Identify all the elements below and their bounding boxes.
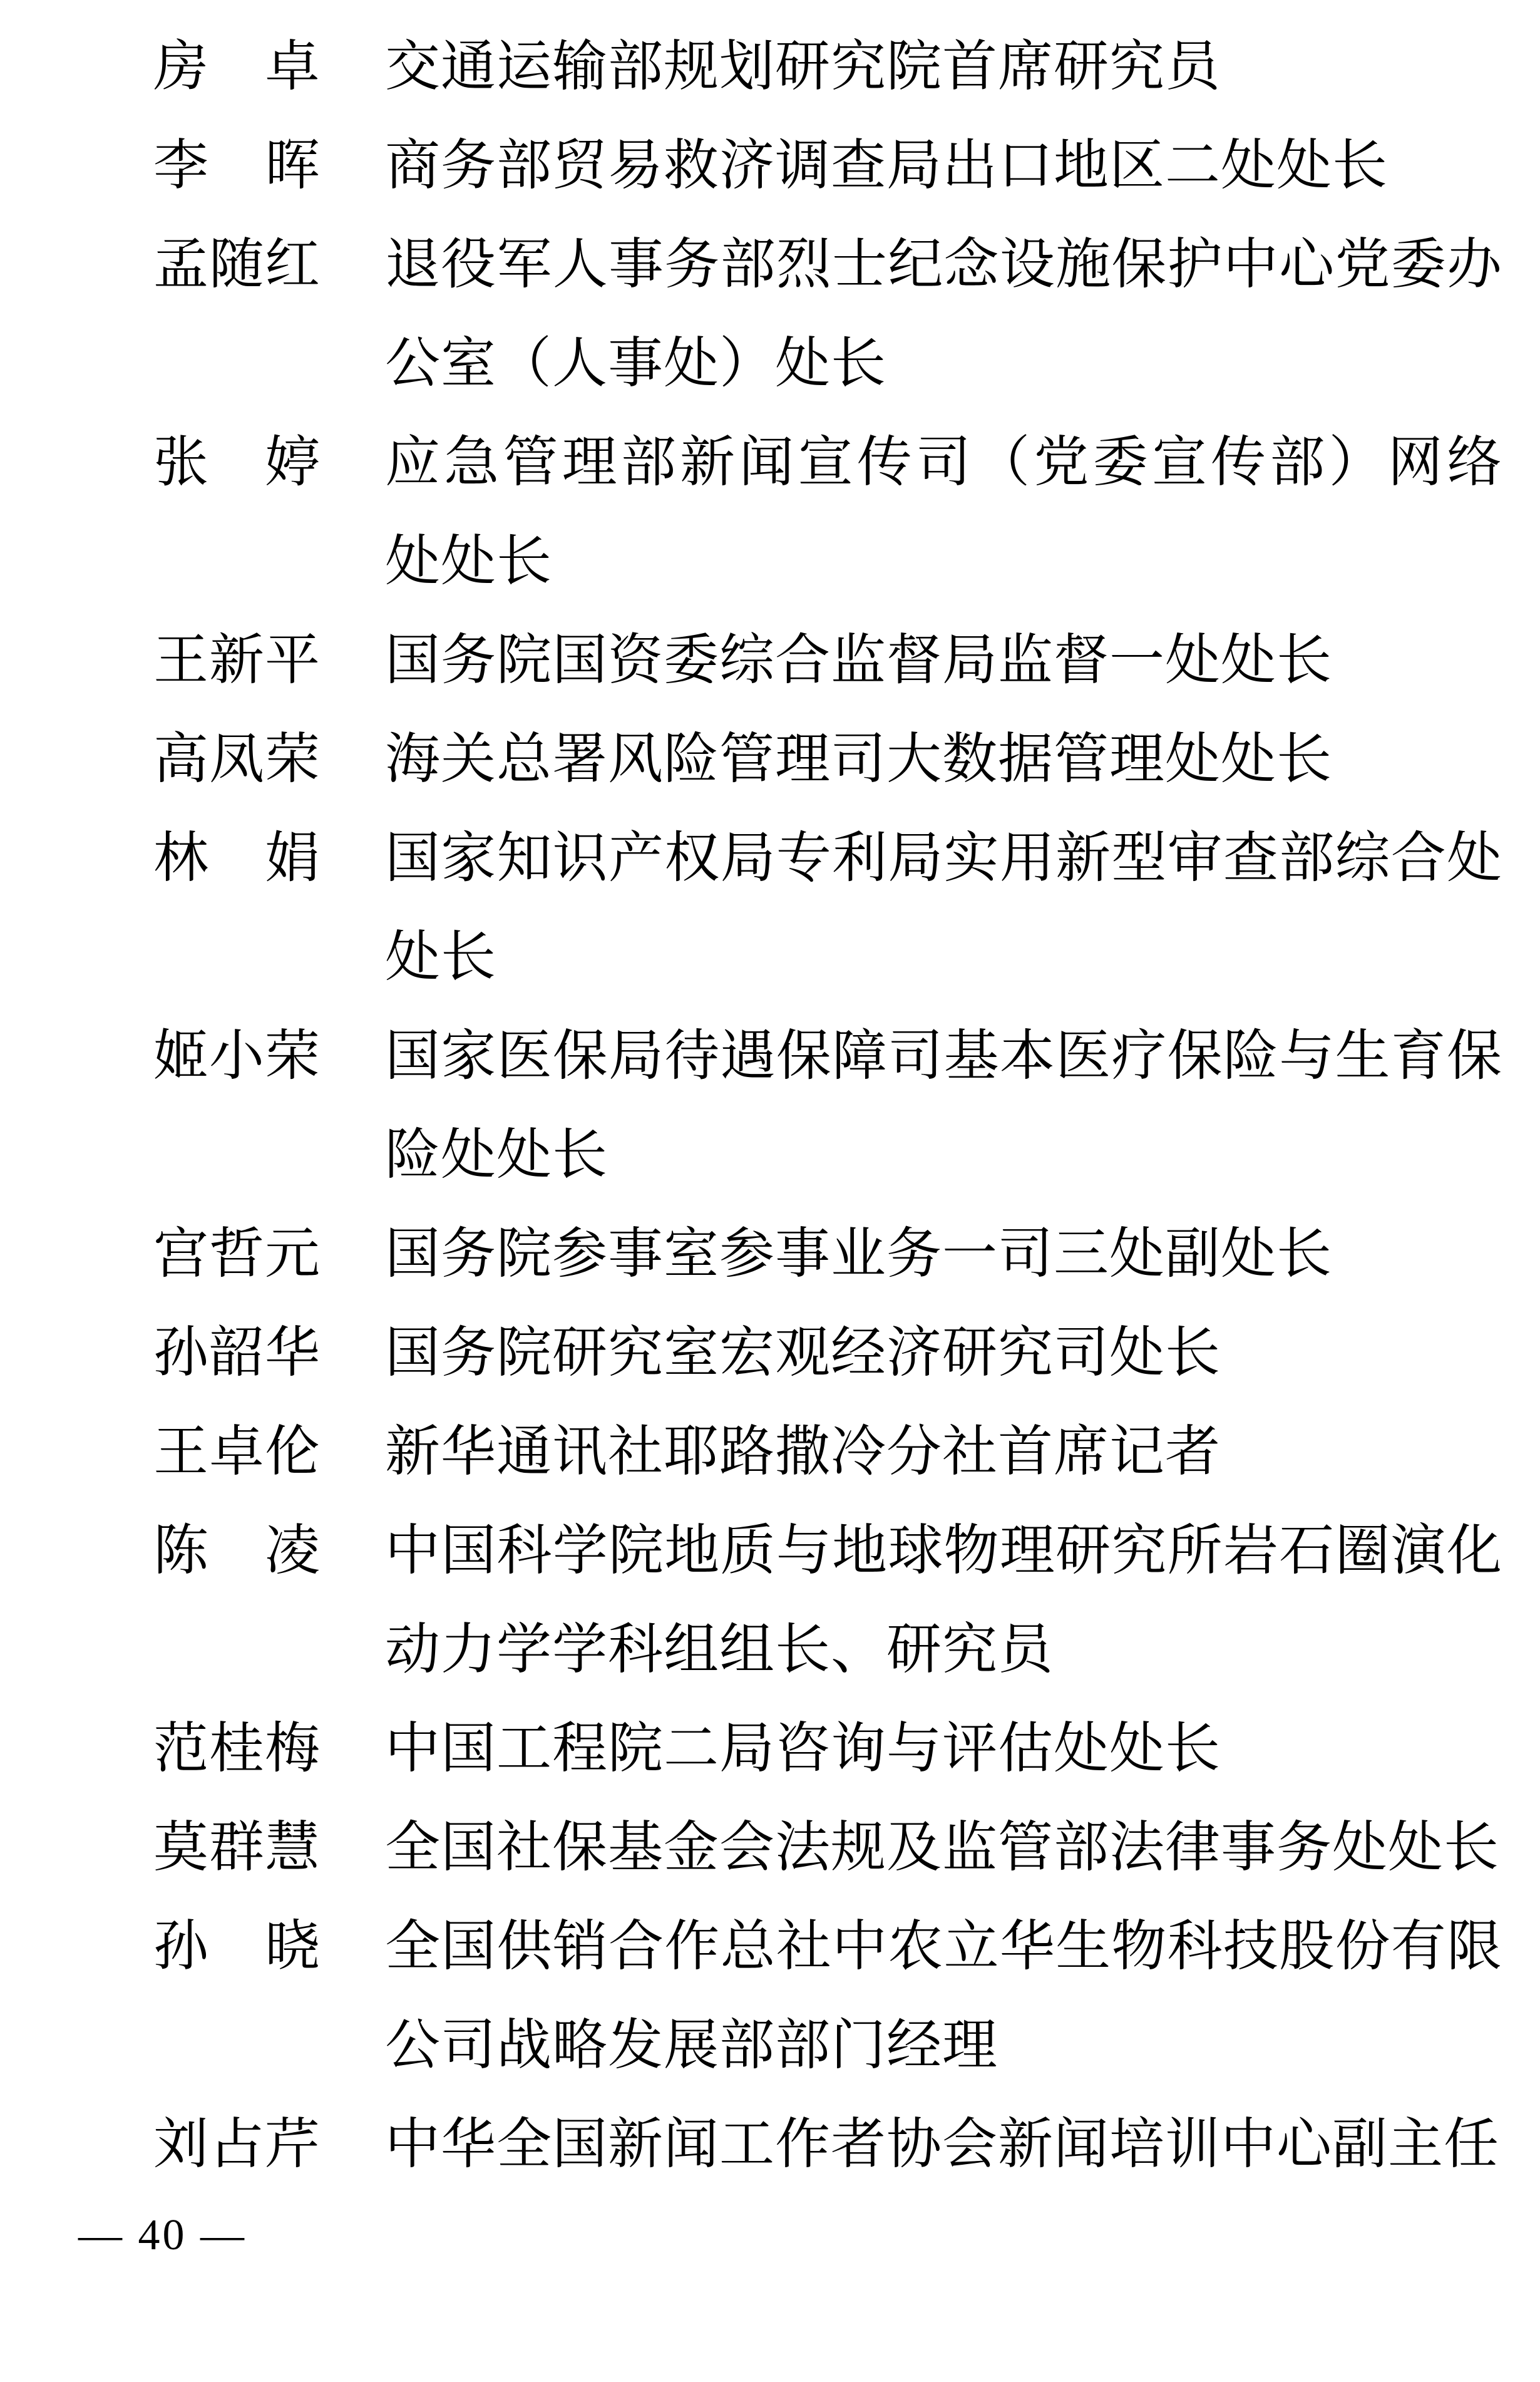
list-item: [153, 1304, 1540, 1403]
position-line: 交通运输部规划研究院首席研究员: [385, 37, 1221, 98]
page-footer: [0, 2195, 1540, 2276]
person-position: [385, 1205, 1502, 1304]
person-position: [385, 1700, 1502, 1799]
person-name: 莫群慧: [153, 1818, 321, 1879]
person-name: 刘占芹: [153, 2115, 321, 2175]
list-item: [153, 612, 1540, 711]
person-name: 姬小荣: [153, 1026, 321, 1087]
position-line: 动力学学科组组长、研究员: [385, 1620, 1054, 1681]
position-line: 中国工程院二局咨询与评估处处长: [385, 1719, 1221, 1780]
person-name: 高凤荣: [153, 730, 321, 790]
list-item: [153, 18, 1540, 117]
position-line: 全国供销合作总社中农立华生物科技股份有限: [385, 1917, 1502, 1977]
list-item: [153, 1799, 1540, 1898]
position-line: 国家知识产权局专利局实用新型审查部综合处: [385, 828, 1502, 889]
person-name: 范桂梅: [153, 1719, 321, 1780]
list-item: [153, 1502, 1540, 1700]
person-name: 李 晖: [153, 136, 321, 197]
person-position: [385, 18, 1502, 117]
position-line: 国务院国资委综合监督局监督一处处长: [385, 631, 1333, 691]
person-position: [385, 1304, 1502, 1403]
person-position: [385, 414, 1502, 612]
position-line: 新华通讯社耶路撒冷分社首席记者: [385, 1422, 1221, 1483]
person-name: 王新平: [153, 631, 321, 691]
list-item: [153, 117, 1540, 216]
person-name: 张 婷: [153, 433, 321, 493]
person-name: 孙 晓: [153, 1917, 321, 1977]
person-position: [385, 2096, 1502, 2195]
person-name: 孙韶华: [153, 1323, 321, 1384]
person-name: 房 卓: [153, 37, 321, 98]
position-line: 公室（人事处）处长: [385, 334, 887, 394]
list-item: [153, 216, 1540, 414]
position-line: 国务院研究室宏观经济研究司处长: [385, 1323, 1221, 1384]
list-item: [153, 1700, 1540, 1799]
position-line: 处长: [385, 927, 497, 988]
person-position: [385, 1502, 1502, 1700]
position-line: 公司战略发展部部门经理: [385, 2016, 998, 2076]
list-item: [153, 1205, 1540, 1304]
list-item: [153, 2096, 1540, 2195]
position-line: 商务部贸易救济调查局出口地区二处处长: [385, 136, 1389, 197]
person-position: [385, 1898, 1502, 2096]
page-number-label: — 40 —: [78, 2211, 247, 2259]
position-line: 处处长: [385, 532, 553, 592]
list-item: [153, 1898, 1540, 2096]
position-line: 国家医保局待遇保障司基本医疗保险与生育保: [385, 1026, 1502, 1087]
position-line: 全国社保基金会法规及监管部法律事务处处长: [385, 1818, 1500, 1879]
person-name: 宫哲元: [153, 1224, 321, 1285]
list-item: [153, 711, 1540, 810]
list-item: [153, 414, 1540, 612]
position-line: 退役军人事务部烈士纪念设施保护中心党委办: [385, 235, 1502, 296]
person-name: 陈 凌: [153, 1521, 321, 1582]
person-position: [385, 117, 1502, 216]
list-item: [153, 810, 1540, 1008]
position-line: 国务院参事室参事业务一司三处副处长: [385, 1224, 1333, 1285]
person-name: 林 娟: [153, 828, 321, 889]
person-position: [385, 216, 1502, 414]
person-position: [385, 1799, 1502, 1898]
position-line: 险处处长: [385, 1125, 608, 1186]
position-line: 海关总署风险管理司大数据管理处处长: [385, 730, 1333, 790]
position-line: 应急管理部新闻宣传司（党委宣传部）网络: [385, 433, 1502, 493]
person-position: [385, 810, 1502, 1008]
position-line: 中华全国新闻工作者协会新闻培训中心副主任: [385, 2115, 1500, 2175]
person-position: [385, 1403, 1502, 1502]
person-position: [385, 1008, 1502, 1205]
person-name: 王卓伦: [153, 1422, 321, 1483]
person-name: 孟随红: [153, 235, 321, 296]
list-item: [153, 1403, 1540, 1502]
position-line: 中国科学院地质与地球物理研究所岩石圈演化: [385, 1521, 1502, 1582]
person-position: [385, 612, 1502, 711]
person-position: [385, 711, 1502, 810]
list-item: [153, 1008, 1540, 1205]
